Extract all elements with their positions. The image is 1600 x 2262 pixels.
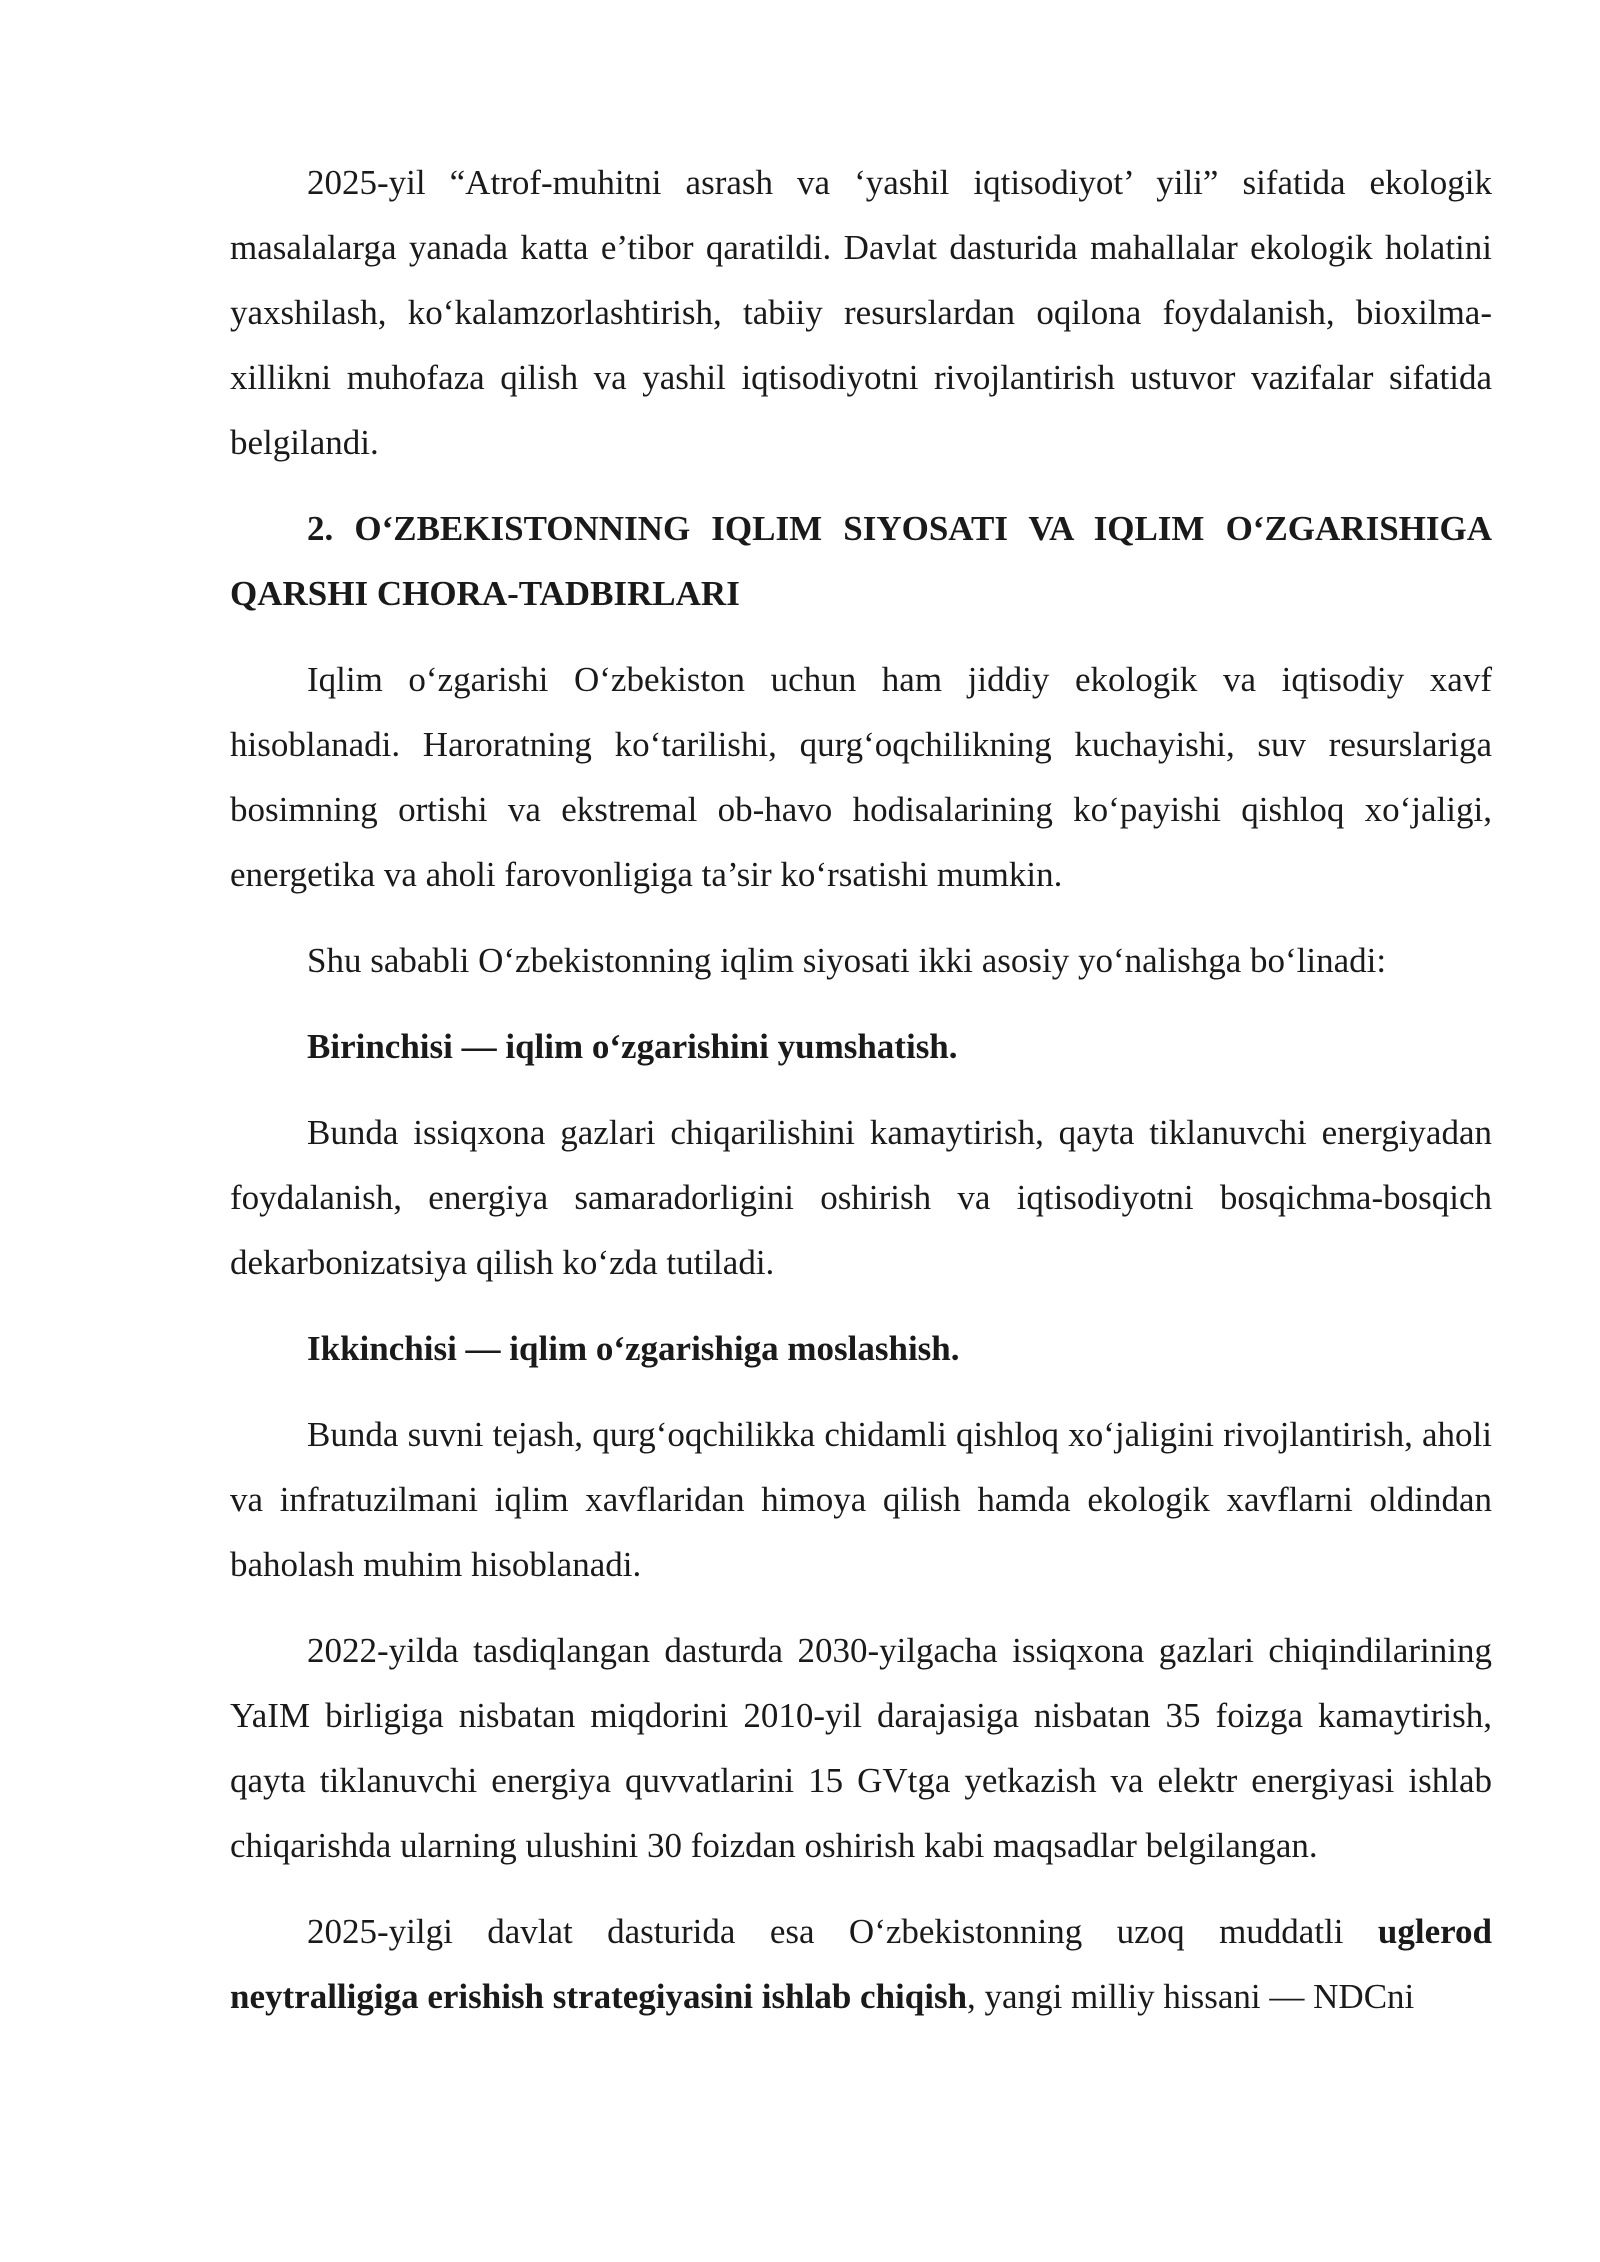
paragraph-2025-text-end: , yangi milliy hissani — NDCni: [967, 1977, 1415, 2016]
subheading-adaptation: Ikkinchisi — iqlim o‘zgarishiga moslashish.: [307, 1329, 960, 1368]
paragraph-2025-text-start: 2025-yilgi davlat dasturida esa O‘zbekistonning uzoq muddatli: [307, 1912, 1378, 1951]
paragraph-adaptation: Bunda suvni tejash, qurg‘oqchilikka chidamli qishloq xo‘jaligini rivojlantirish, aholi va infratuzilmani iqlim xavflaridan himoya qilish hamda ekologik xavflarni oldindan baholash muhim hisoblanadi.: [230, 1415, 1492, 1584]
carbon-neutrality-strategy-emphasis: uglerod neytralligiga erishish strategiyasini ishlab chiqish: [230, 1912, 1492, 2016]
paragraph-2022-program-targets: 2022-yilda tasdiqlangan dasturda 2030-yilgacha issiqxona gazlari chiqindilarining YaIM birligiga nisbatan miqdorini 2010-yil darajasiga nisbatan 35 foizga kamaytirish, qayta tiklanuvchi energiya quvvatlarini 15 GVtga yetkazish va elektr energiyasi ishlab chiqarishda ularning ulushini 30 foizdan oshirish kabi maqsadlar belgilangan.: [230, 1631, 1492, 1865]
subheading-mitigation: Birinchisi — iqlim o‘zgarishini yumshatish.: [307, 1027, 958, 1066]
section-heading: 2. O‘ZBEKISTONNING IQLIM SIYOSATI VA IQLIM O‘ZGARISHIGA QARSHI CHORA-TADBIRLARI: [230, 509, 1492, 613]
paragraph-2025-program: [230, 1899, 1492, 2029]
paragraph-green-economy-year: 2025-yil “Atrof-muhitni asrash va ‘yashil iqtisodiyot’ yili” sifatida ekologik masalalarga yanada katta e’tibor qaratildi. Davlat dasturida mahallalar ekologik holatini yaxshilash, ko‘kalamzorlashtirish, tabiiy resurslardan oqilona foydalanish, bioxilma-xillikni muhofaza qilish va yashil iqtisodiyotni rivojlantirish ustuvor vazifalar sifatida belgilandi.: [230, 163, 1492, 462]
paragraph-climate-risk: Iqlim o‘zgarishi O‘zbekiston uchun ham jiddiy ekologik va iqtisodiy xavf hisoblanadi. Haroratning ko‘tarilishi, qurg‘oqchilikning kuchayishi, suv resurslariga bosimning ortishi va ekstremal ob-havo hodisalarining ko‘payishi qishloq xo‘jaligi, energetika va aholi farovonligiga ta’sir ko‘rsatishi mumkin.: [230, 660, 1492, 894]
paragraph-two-directions: Shu sababli O‘zbekistonning iqlim siyosati ikki asosiy yo‘nalishga bo‘linadi:: [307, 941, 1387, 980]
document-page: [230, 150, 1492, 2029]
paragraph-mitigation: Bunda issiqxona gazlari chiqarilishini kamaytirish, qayta tiklanuvchi energiyadan foydalanish, energiya samaradorligini oshirish va iqtisodiyotni bosqichma-bosqich dekarbonizatsiya qilish ko‘zda tutiladi.: [230, 1113, 1492, 1282]
